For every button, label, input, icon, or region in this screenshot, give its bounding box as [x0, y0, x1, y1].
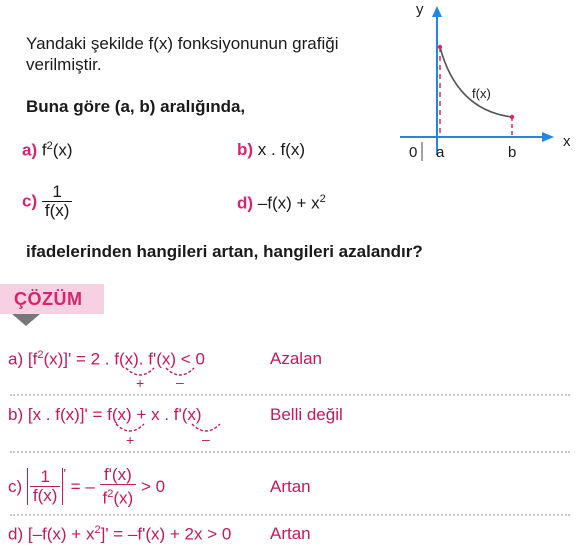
- solution-b-fpx: f'(x): [173, 405, 202, 424]
- divider-2: [10, 451, 570, 453]
- solution-a-close: (x)]' = 2 .: [43, 349, 110, 369]
- solution-a-label: a): [8, 349, 24, 369]
- header-pointer-icon: [12, 314, 40, 328]
- solution-d: [8, 524, 231, 545]
- divider-3: [10, 514, 570, 516]
- option-b-label: b): [237, 140, 254, 159]
- solution-b-result: Belli değil: [270, 405, 343, 424]
- solution-a-fpx: f'(x): [148, 349, 177, 369]
- y-axis-arrow-icon: [432, 6, 442, 17]
- divider-1: [10, 394, 570, 396]
- solution-a-sign-minus: –: [176, 374, 184, 390]
- option-c-numerator: 1: [42, 183, 73, 202]
- solution-a-fx: f(x): [114, 349, 139, 369]
- curve-label: f(x): [472, 86, 491, 101]
- solution-c-tail: > 0: [140, 476, 166, 496]
- curve-end-point: [510, 115, 514, 119]
- solution-c-den2-post: (x): [113, 488, 134, 508]
- solution-c-numerator: 1: [30, 468, 61, 487]
- option-a-sup: 2: [46, 140, 53, 152]
- solution-b-sign-plus: +: [126, 432, 135, 448]
- a-label: a: [436, 144, 445, 161]
- solution-d-result: Artan: [270, 524, 311, 543]
- solution-c-denominator: f(x): [32, 486, 58, 506]
- option-a: [22, 140, 73, 161]
- option-c-denominator: f(x): [44, 201, 70, 220]
- curve-start-point: [438, 45, 442, 49]
- option-d-text: –f(x) + x: [257, 193, 320, 213]
- solution-c-result: Artan: [270, 477, 311, 496]
- solution-c-fraction-2: [100, 466, 137, 508]
- option-c-label: c): [22, 191, 38, 211]
- solution-a-result: Azalan: [270, 349, 322, 368]
- x-axis-arrow-icon: [542, 132, 554, 142]
- option-b: [237, 140, 305, 160]
- solution-a-open: [f: [27, 349, 38, 369]
- solution-b-mid: + x .: [136, 405, 170, 424]
- option-c-fraction: [42, 183, 73, 220]
- x-label: x: [563, 133, 571, 150]
- option-d: [237, 193, 326, 214]
- option-d-sup: 2: [319, 193, 326, 205]
- option-a-text-post: (x): [52, 140, 73, 160]
- question-closing: ifadelerinden hangileri artan, hangileri azalandır?: [26, 242, 423, 261]
- solution-d-pre: [–f(x) + x: [27, 524, 95, 544]
- solution-a-tail: < 0: [180, 349, 205, 369]
- solution-header: ÇÖZÜM: [0, 284, 104, 314]
- solution-c-denominator-2: [100, 485, 137, 508]
- solution-c-fraction: [30, 468, 61, 505]
- solution-c-numerator-2: f'(x): [100, 466, 137, 485]
- solution-b-sign-minus: –: [202, 431, 210, 447]
- solution-b-label: b): [8, 405, 24, 424]
- solution-d-sup: 2: [94, 524, 101, 536]
- function-graph: [392, 0, 581, 170]
- solution-c: [8, 466, 165, 508]
- solution-a-sup: 2: [37, 349, 44, 361]
- y-label: y: [416, 1, 424, 18]
- solution-c-label: c): [8, 476, 23, 496]
- solution-c-den2-pre: f: [102, 488, 108, 508]
- option-c: [22, 183, 72, 220]
- question-line-2: verilmiştir.: [26, 55, 102, 74]
- solution-b-fx: f(x): [107, 405, 132, 424]
- origin-label: 0: [409, 144, 418, 161]
- solution-c-prime: ': [63, 466, 66, 481]
- function-curve: [440, 47, 512, 117]
- solution-a-dot: .: [138, 349, 144, 369]
- option-b-text: x . f(x): [257, 140, 305, 159]
- option-a-text-pre: f: [41, 140, 47, 160]
- solution-d-post: ]' = –f'(x) + 2x > 0: [100, 524, 232, 544]
- solution-c-eq: = –: [70, 476, 95, 496]
- b-label: b: [508, 144, 517, 161]
- solution-a-sign-plus: +: [136, 375, 145, 391]
- question-line-1: Yandaki şekilde f(x) fonksiyonunun grafiği: [26, 34, 339, 53]
- solution-c-abs-bars: [27, 468, 64, 505]
- solution-d-label: d): [8, 524, 24, 544]
- question-prompt: Buna göre (a, b) aralığında,: [26, 97, 246, 116]
- option-d-label: d): [237, 193, 254, 213]
- option-a-label: a): [22, 140, 38, 160]
- solution-c-den2-sup: 2: [107, 488, 114, 500]
- solution-b-expr: [x . f(x)]' =: [27, 405, 103, 424]
